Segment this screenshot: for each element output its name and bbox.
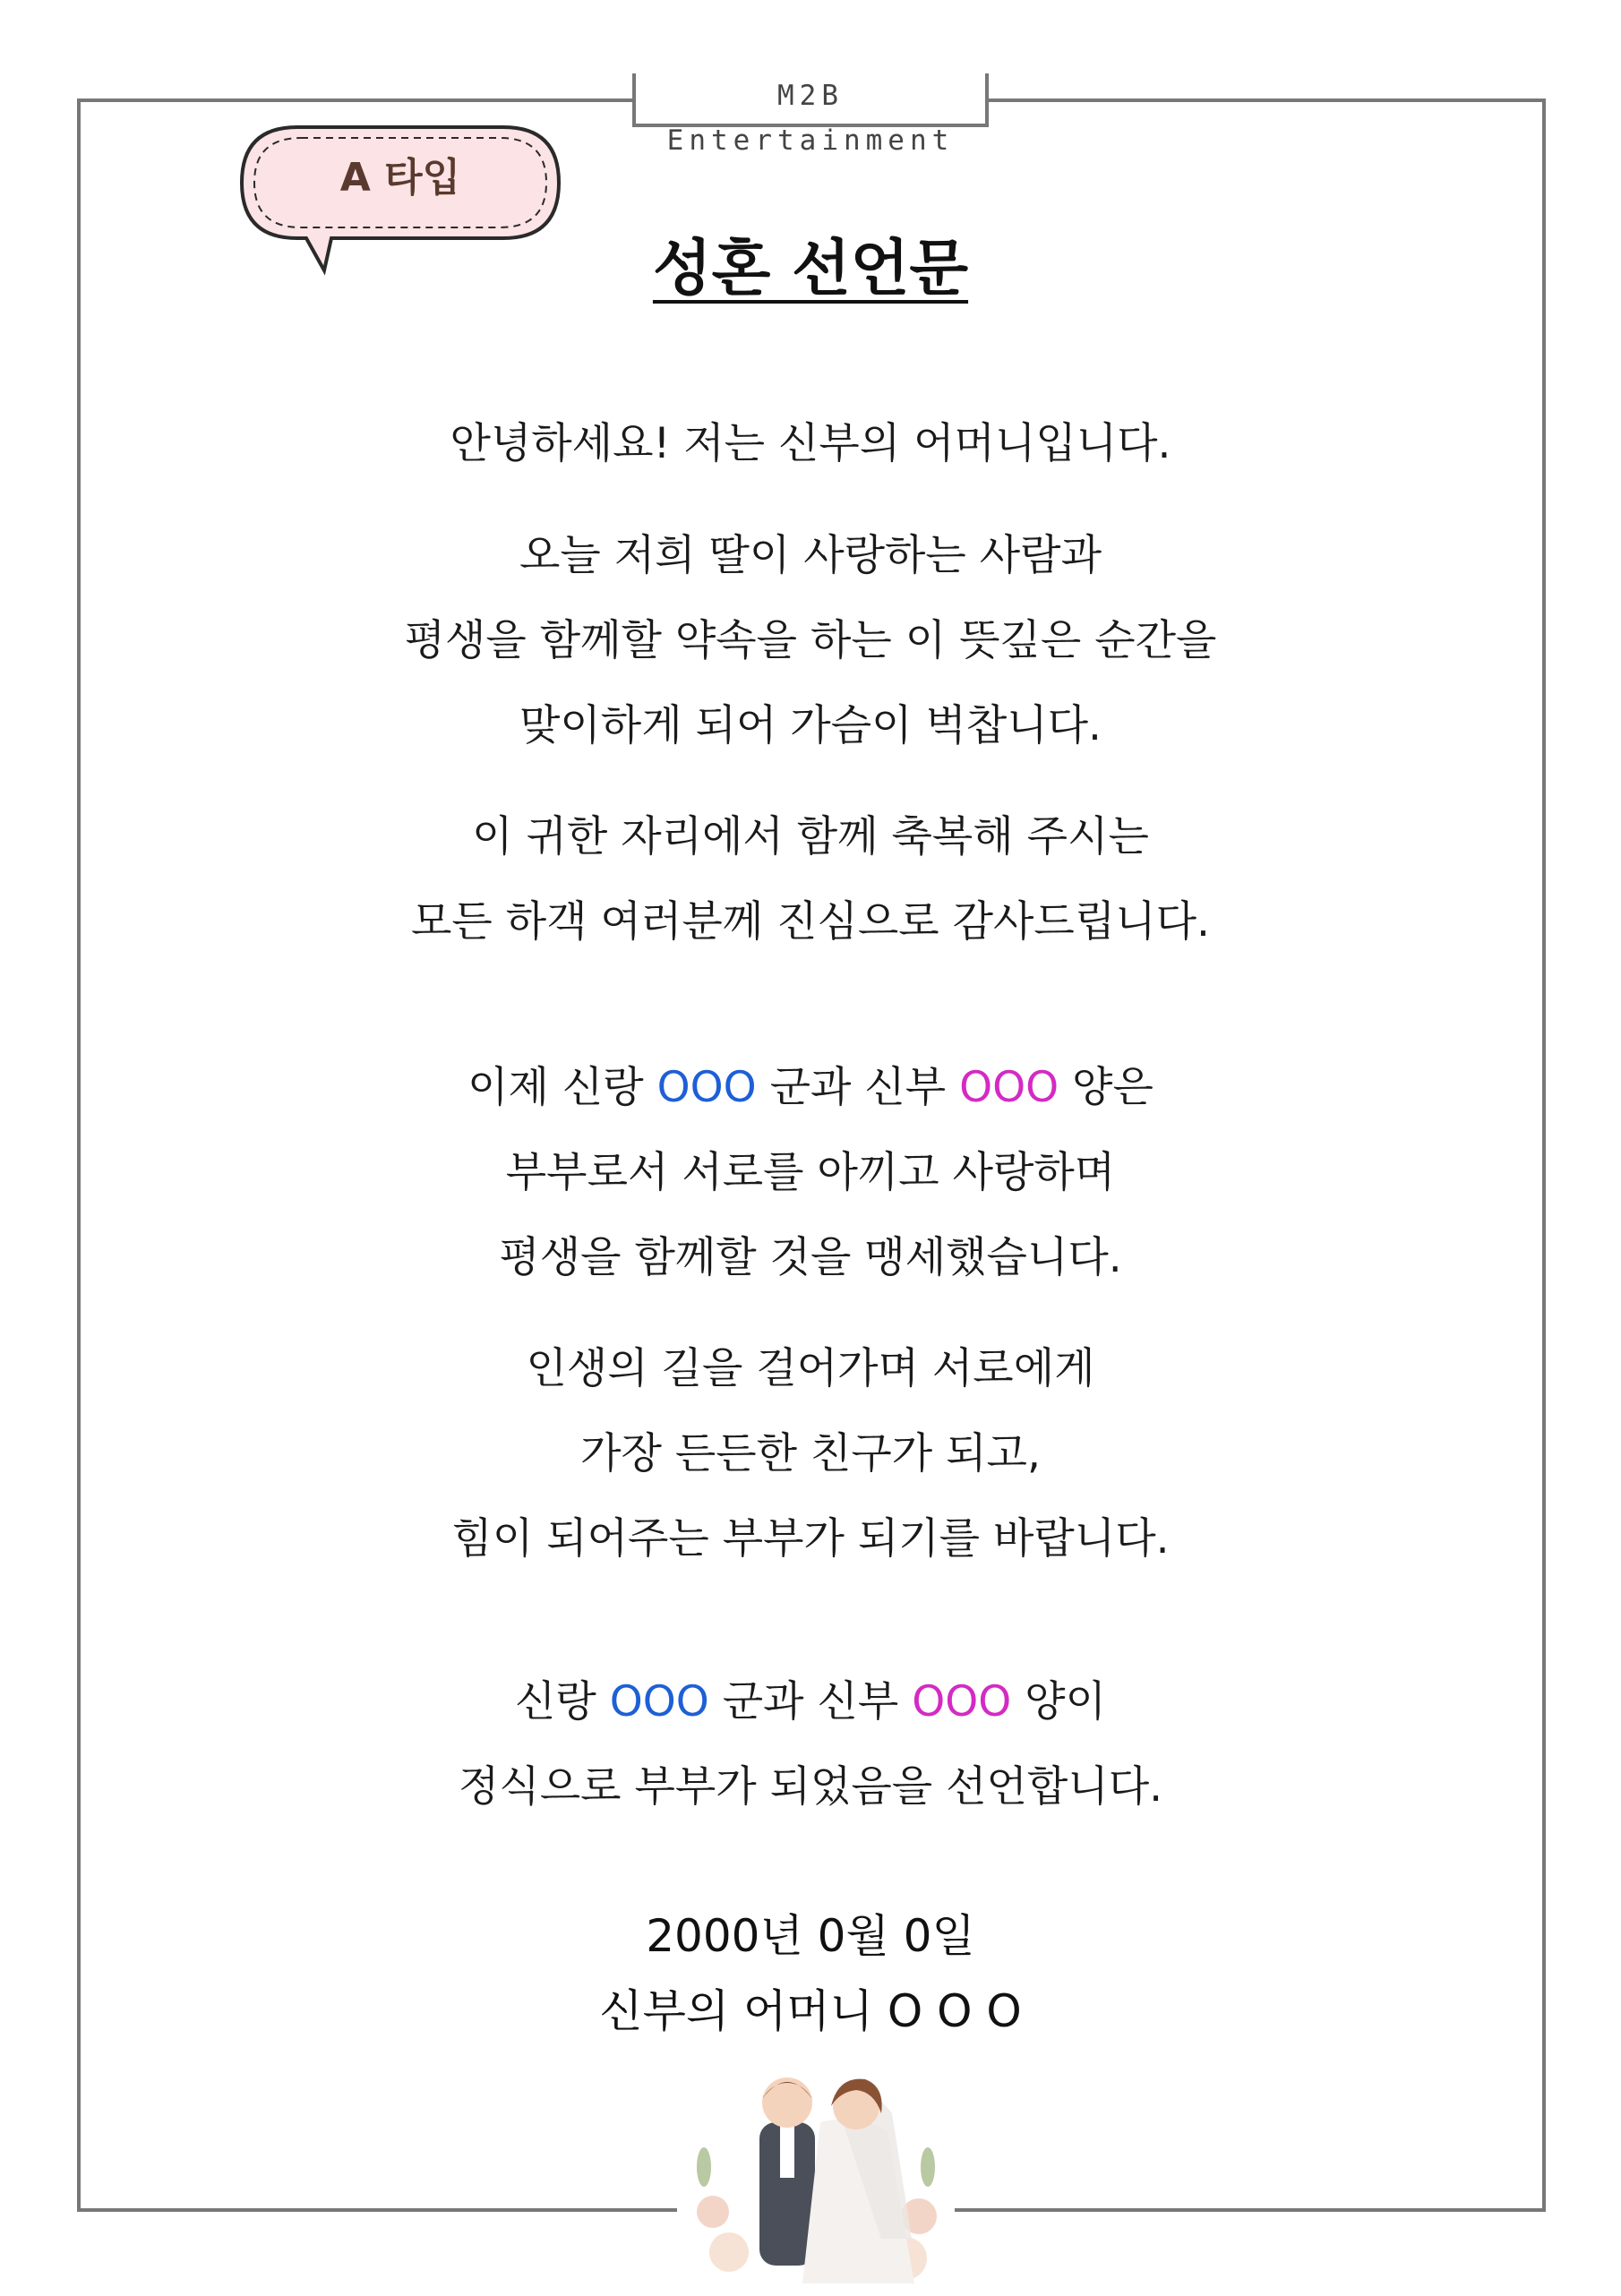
wish-paragraph bbox=[0, 1326, 1621, 1581]
signature-signer: 신부의 어머니 O O O bbox=[599, 1985, 1022, 2037]
declaration-paragraph bbox=[0, 1659, 1621, 1829]
wedding-couple-icon bbox=[677, 2060, 955, 2292]
vow-line-1: 이제 신랑 OOO 군과 신부 OOO 양은 bbox=[467, 1063, 1154, 1112]
bride-name: OOO bbox=[959, 1063, 1059, 1112]
thanks-line-2: 모든 하객 여러분께 진심으로 감사드립니다. bbox=[411, 897, 1210, 947]
signature-date: 2000년 0월 0일 bbox=[646, 1910, 975, 1962]
page-title: 성혼 선언문 bbox=[652, 234, 969, 304]
greeting-line: 안녕하세요! 저는 신부의 어머니입니다. bbox=[450, 419, 1171, 468]
intro-line-2: 평생을 함께할 약속을 하는 이 뜻깊은 순간을 bbox=[404, 616, 1217, 665]
type-badge-label: A 타입 bbox=[339, 155, 461, 201]
groom-name: OOO bbox=[609, 1677, 709, 1726]
declaration-line-2: 정식으로 부부가 되었음을 선언합니다. bbox=[458, 1762, 1163, 1812]
intro-line-1: 오늘 저희 딸이 사랑하는 사람과 bbox=[519, 531, 1102, 580]
intro-line-3: 맞이하게 되어 가슴이 벅찹니다. bbox=[519, 701, 1102, 750]
thanks-line-1: 이 귀한 자리에서 함께 축복해 주시는 bbox=[472, 812, 1149, 861]
thanks-paragraph bbox=[0, 794, 1621, 964]
intro-paragraph bbox=[0, 513, 1621, 768]
wish-line-1: 인생의 길을 걸어가며 서로에게 bbox=[526, 1344, 1095, 1393]
greeting-paragraph bbox=[0, 401, 1621, 486]
wish-line-2: 가장 든든한 친구가 되고, bbox=[580, 1429, 1041, 1478]
signature-block bbox=[0, 1898, 1621, 2049]
vow-line-2: 부부로서 서로를 아끼고 사랑하며 bbox=[505, 1148, 1116, 1197]
wish-line-3: 힘이 되어주는 부부가 되기를 바랍니다. bbox=[451, 1514, 1170, 1564]
vow-paragraph bbox=[0, 1045, 1621, 1300]
couple-illustration bbox=[677, 2060, 955, 2292]
bride-name: OOO bbox=[912, 1677, 1012, 1726]
groom-name: OOO bbox=[656, 1063, 757, 1112]
declaration-line-1: 신랑 OOO 군과 신부 OOO 양이 bbox=[515, 1677, 1106, 1726]
vow-line-3: 평생을 함께할 것을 맹세했습니다. bbox=[499, 1233, 1122, 1282]
brand-label: M2B Entertainment bbox=[632, 73, 989, 127]
